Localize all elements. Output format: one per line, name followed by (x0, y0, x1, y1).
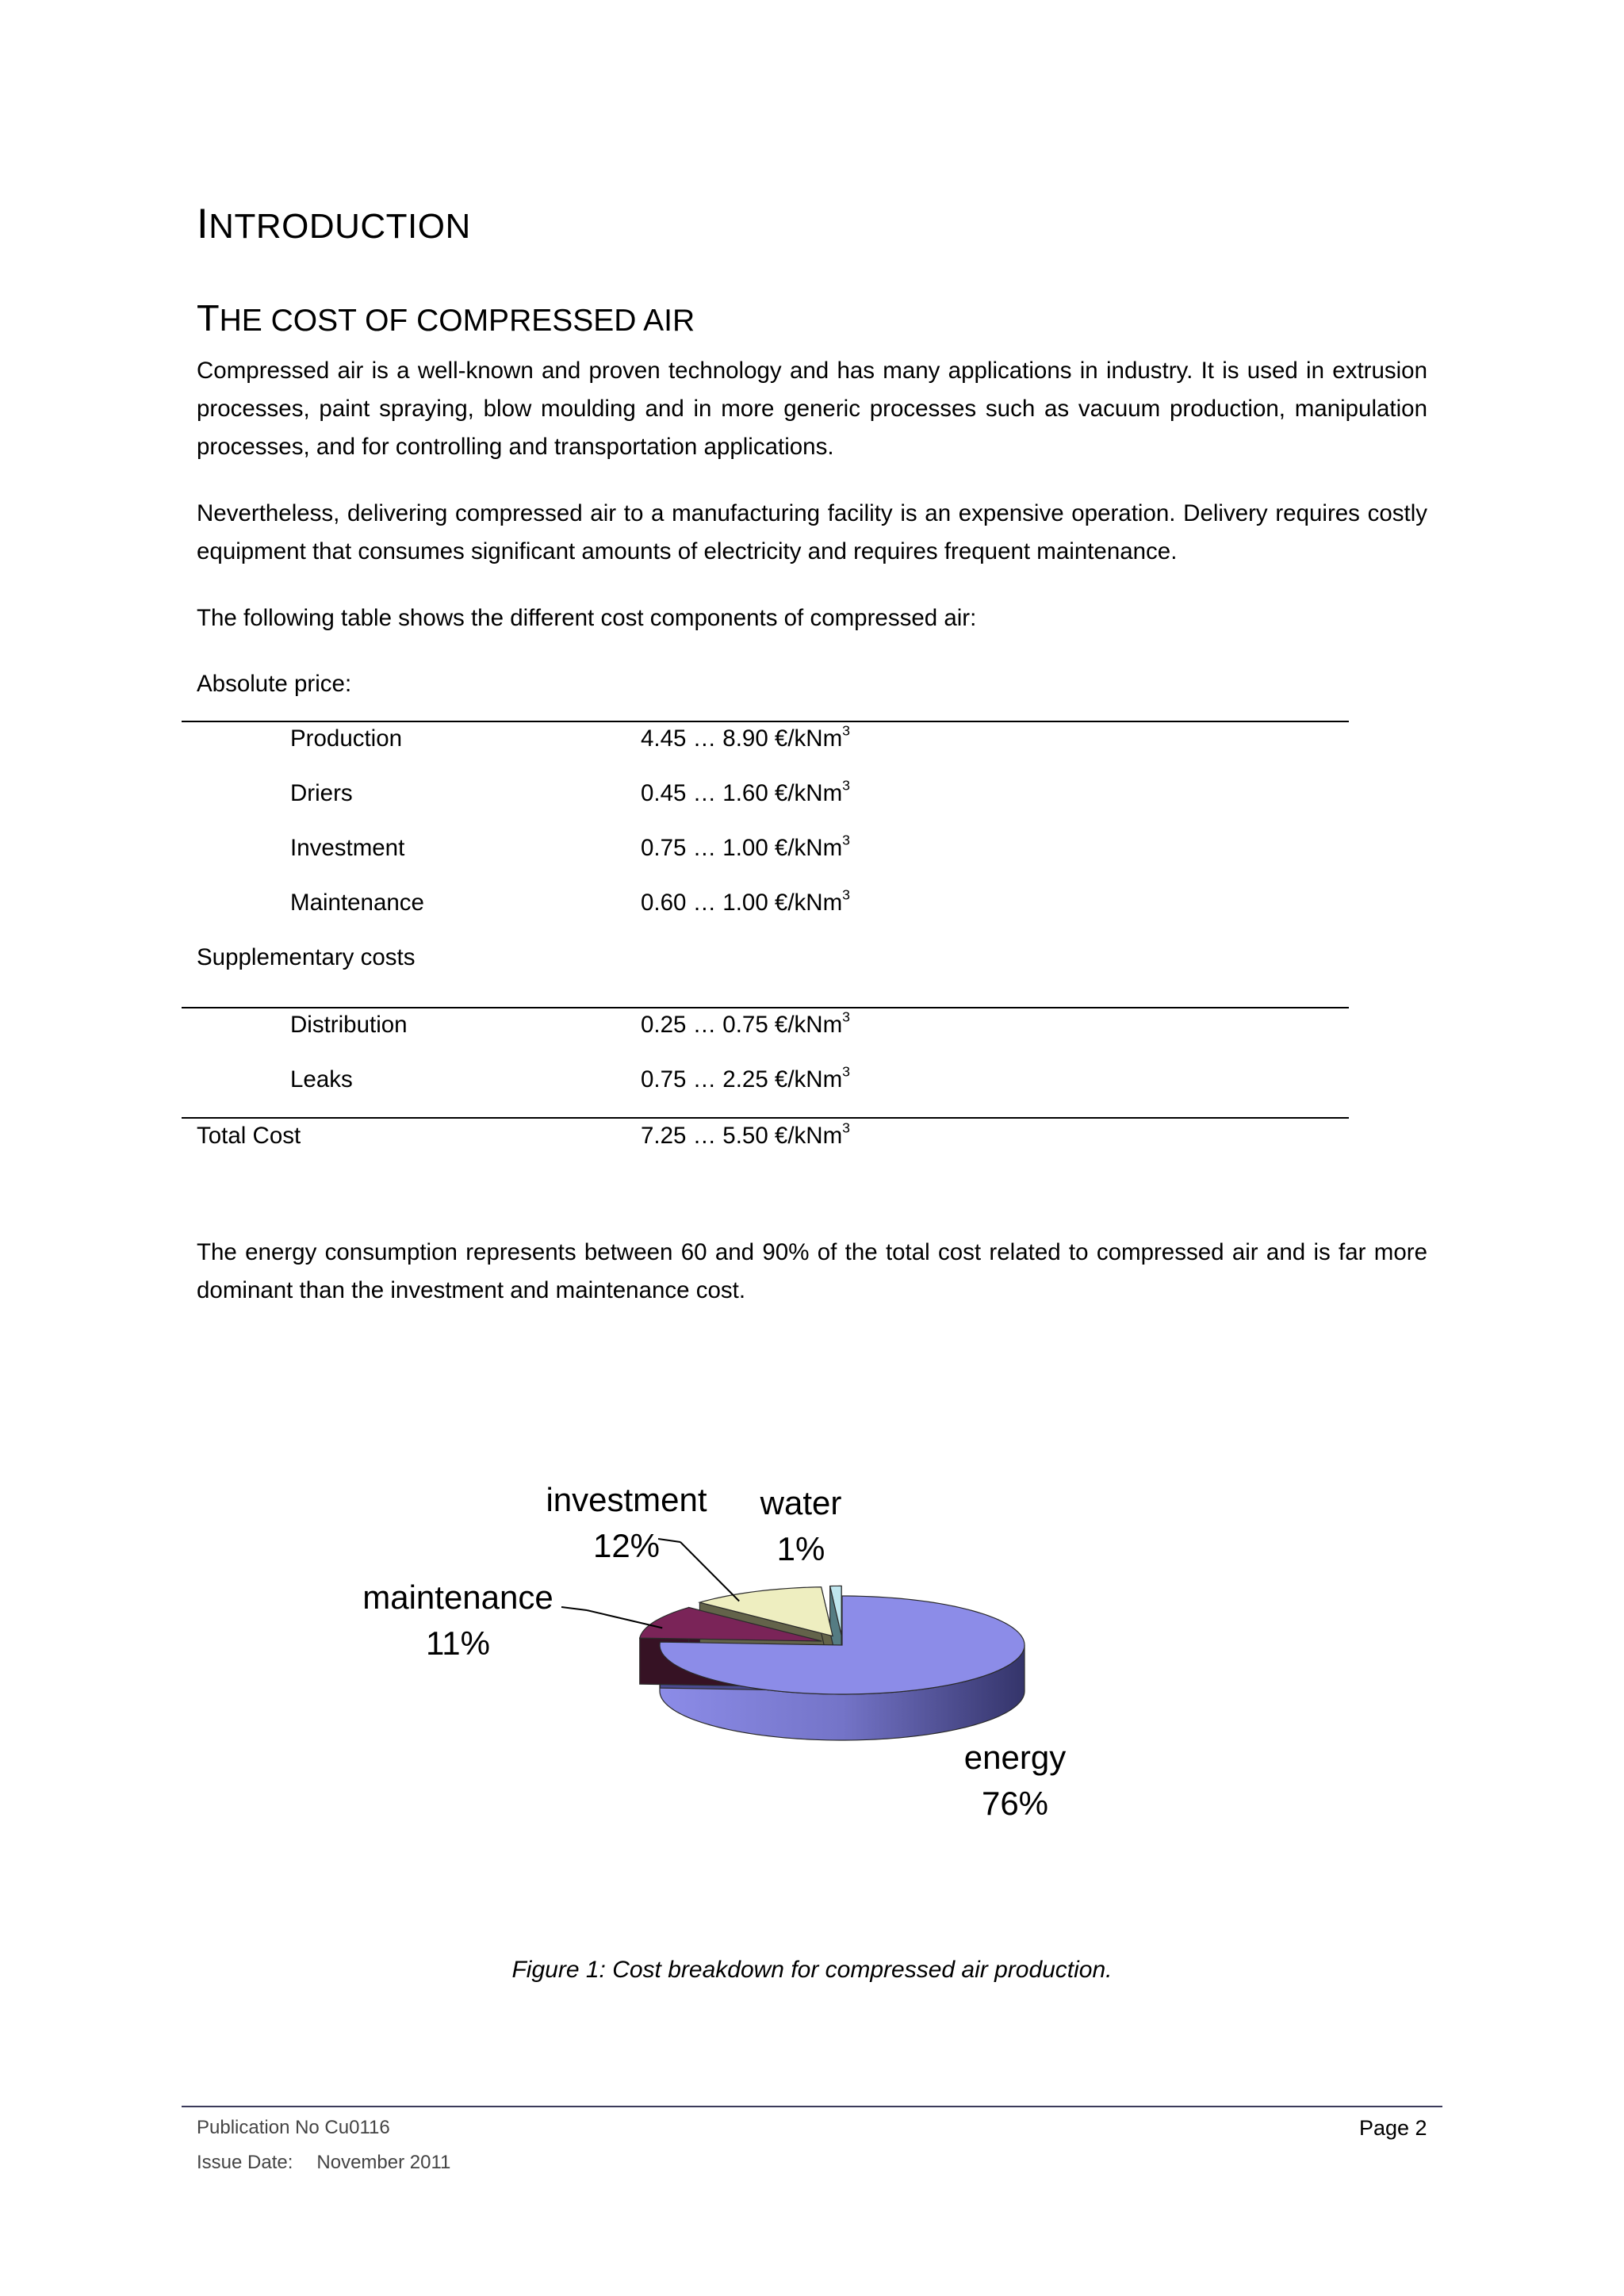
row-label: Production (290, 725, 403, 752)
row-value: 0.60 … 1.00 €/kNm$^3$ (641, 886, 850, 916)
table-row (0, 887, 1624, 919)
row-label: Leaks (290, 1066, 353, 1093)
pie-label-energy (928, 1735, 1102, 1827)
slice-value: 76% (981, 1785, 1049, 1822)
table-row (0, 1064, 1624, 1096)
slice-value: 12% (592, 1527, 661, 1564)
row-label: Maintenance (290, 890, 424, 916)
row-label: Investment (290, 835, 405, 861)
pie-label-water (737, 1480, 864, 1572)
slice-value: 11% (426, 1624, 490, 1662)
slice-name: maintenance (362, 1578, 553, 1616)
row-value: 0.45 … 1.60 €/kNm$^3$ (641, 777, 850, 806)
page-number: Page 2 (1359, 2116, 1427, 2140)
table-rule (182, 721, 1349, 722)
absolute-price-label: Absolute price: (197, 671, 352, 697)
table-rule (182, 1117, 1349, 1119)
table-rule (182, 1007, 1349, 1008)
slice-name: investment (546, 1481, 707, 1518)
table-total-row (0, 1120, 1624, 1152)
row-value: 0.25 … 0.75 €/kNm$^3$ (641, 1008, 850, 1038)
table-row (0, 723, 1624, 755)
row-value: 0.75 … 1.00 €/kNm$^3$ (641, 832, 850, 861)
slice-name: water (760, 1484, 842, 1521)
row-label: Distribution (290, 1012, 408, 1038)
pie-label-investment (523, 1477, 730, 1569)
publication-number: Publication No Cu0116 (197, 2117, 390, 2138)
maintenance-leader-line (587, 1610, 662, 1628)
row-value: 0.75 … 2.25 €/kNm$^3$ (641, 1063, 850, 1093)
slice-name: energy (963, 1739, 1067, 1776)
row-value: 7.25 … 5.50 €/kNm$^3$ (641, 1119, 850, 1149)
pie-label-maintenance (349, 1575, 567, 1667)
issue-date: Issue Date: November 2011 (197, 2152, 451, 2173)
section-heading: THE COST OF COMPRESSED AIR (197, 297, 695, 339)
page-heading: INTRODUCTION (197, 201, 471, 247)
table-section-label: Supplementary costs (197, 944, 416, 970)
table-row (0, 1009, 1624, 1041)
table-intro-paragraph: The following table shows the different cost components of compressed air: (197, 605, 977, 631)
table-row (0, 832, 1624, 864)
energy-paragraph: The energy consumption represents between 60 and 90% of the total cost related to compressed air and is far more dominant than the investment and maintenance cost. (197, 1239, 1427, 1303)
row-label: Driers (290, 780, 353, 806)
row-value: 4.45 … 8.90 €/kNm$^3$ (641, 722, 850, 752)
delivery-paragraph: Nevertheless, delivering compressed air to a manufacturing facility is an expensive operation. Delivery requires costly equipment that consumes significant amounts of electricity and requires frequent maintenance. (197, 500, 1427, 564)
footer-rule (182, 2106, 1442, 2107)
table-row (0, 778, 1624, 809)
figure-caption: Figure 1: Cost breakdown for compressed air production. (511, 1957, 1113, 1983)
slice-value: 1% (776, 1530, 825, 1567)
intro-paragraph: Compressed air is a well-known and proven technology and has many applications in industry. It is used in extrusion processes, paint spraying, blow moulding and in more generic processes such as vacuum production, manipulation processes, and for controlling and transportation applications. (197, 358, 1427, 460)
row-label: Total Cost (197, 1123, 301, 1149)
